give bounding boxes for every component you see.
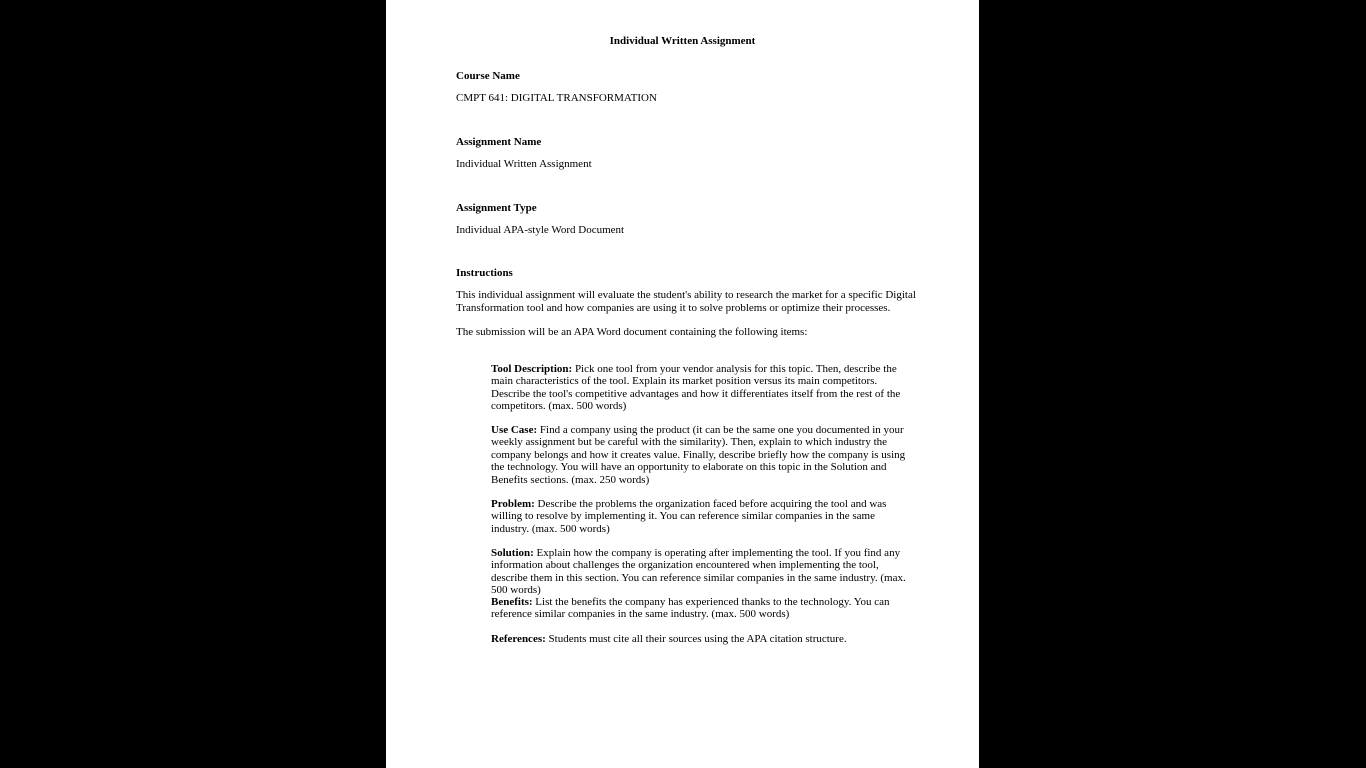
assignment-type-label: Assignment Type (456, 202, 537, 214)
list-item-references (491, 633, 911, 645)
list-item-solution (491, 547, 911, 597)
instructions-label: Instructions (456, 267, 513, 279)
list-item-term: Benefits: (491, 596, 533, 608)
course-name-value: CMPT 641: DIGITAL TRANSFORMATION (456, 92, 657, 104)
list-item-use-case (491, 424, 911, 486)
list-item-text: Explain how the company is operating after implementing the tool. If you find any information about challenges the organization encountered when implementing the tool, describe them in this section. You can reference similar companies in the same industry. (max. 500 words) (491, 547, 906, 597)
assignment-type-value: Individual APA-style Word Document (456, 224, 625, 236)
list-item-text: Find a company using the product (it can be the same one you documented in your weekly assignment but be careful with the similarity). Then, explain to which industry the company belongs and how it creates value. Finally, describe briefly how the company is using the technology. You will have an opportunity to elaborate on this topic in the Solution and Benefits sections. (max. 250 words) (491, 424, 906, 486)
list-item-text: Students must cite all their sources using the APA citation structure. (545, 633, 847, 645)
instructions-paragraph-1: This individual assignment will evaluate the student's ability to research the market for a specific Digital Transformation tool and how companies are using it to solve problems or optimize their processes. (456, 289, 916, 314)
list-item-text: List the benefits the company has experienced thanks to the technology. You can reference similar companies in the same industry. (max. 500 words) (491, 596, 890, 621)
course-name-label: Course Name (456, 70, 520, 82)
list-item-text: Describe the problems the organization faced before acquiring the tool and was willing to resolve by implementing it. You can reference similar companies in the same industry. (max. 500 words) (491, 498, 887, 535)
list-item-term: Tool Description: (491, 363, 573, 375)
list-item-term: Use Case: (491, 424, 538, 436)
list-item-problem (491, 498, 911, 535)
list-item-tool-description (491, 363, 911, 413)
list-item-term: References: (491, 633, 546, 645)
list-item-term: Solution: (491, 547, 534, 559)
document-title: Individual Written Assignment (609, 35, 756, 47)
instructions-paragraph-2: The submission will be an APA Word document containing the following items: (456, 326, 808, 338)
list-item-benefits (491, 596, 911, 621)
assignment-name-label: Assignment Name (456, 136, 542, 148)
assignment-name-value: Individual Written Assignment (456, 158, 592, 170)
list-item-text: Pick one tool from your vendor analysis for this topic. Then, describe the main characteristics of the tool. Explain its market position versus its main competitors. Describe the tool's competitive advantages and how it differentiates itself from the rest of the competitors. (max. 500 words) (491, 363, 901, 413)
list-item-term: Problem: (491, 498, 535, 510)
document-page (386, 0, 979, 768)
